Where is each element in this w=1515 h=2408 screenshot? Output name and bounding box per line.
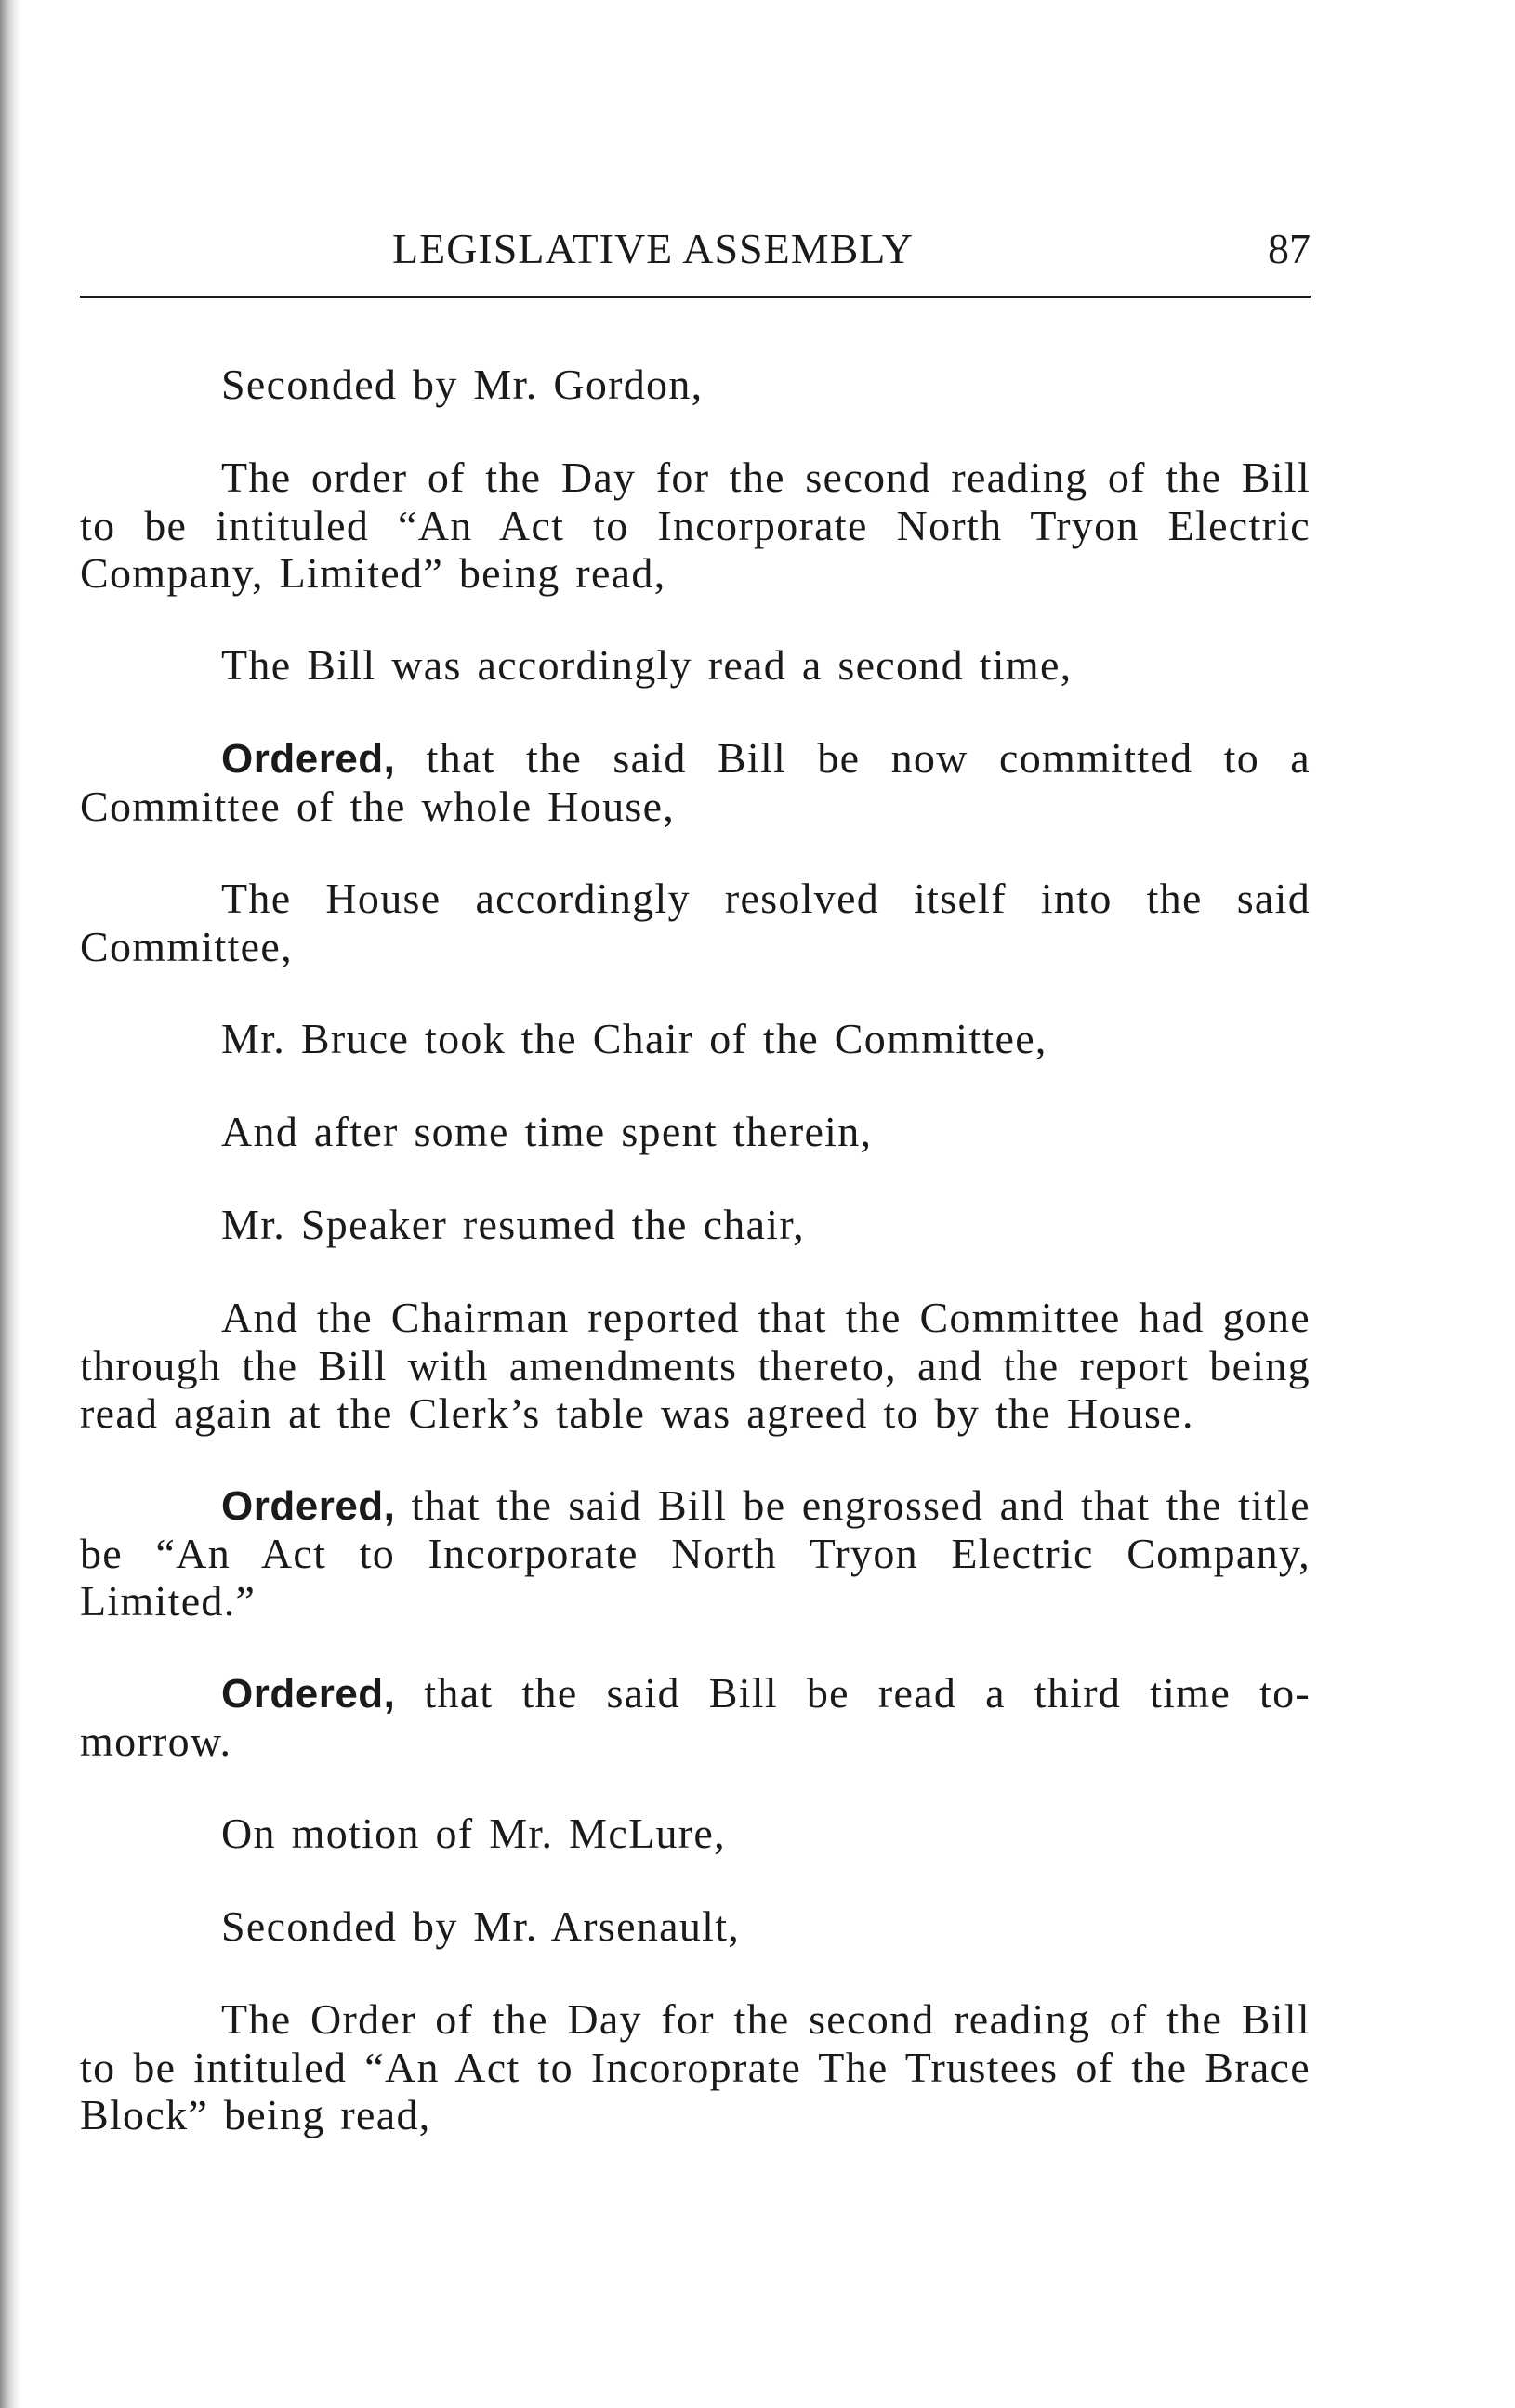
running-header [80, 221, 1311, 286]
header-title: LEGISLATIVE ASSEMBLY [392, 225, 915, 272]
paragraph-ordered-committed: Ordered, that the said Bill be now committed to a Committee of the whole House, [80, 734, 1311, 830]
paragraph-chairman-reported: And the Chairman reported that the Committee had gone through the Bill with amendments thereto, and the report being read again at the Clerk’s table was agreed to by the House. [80, 1294, 1311, 1437]
paragraph-speaker-resumed: Mr. Speaker resumed the chair, [221, 1201, 805, 1248]
paragraph-order-of-day-brace: The Order of the Day for the second reading of the Bill to be intituled “An Act to Incoroprate The Trustees of the Brace Block” being read, [80, 1995, 1311, 2138]
paragraph-ordered-engrossed: Ordered, that the said Bill be engrossed and that the title be “An Act to Incorporate North Tryon Electric Company, Limited.” [80, 1481, 1311, 1625]
ordered-label: Ordered, [221, 736, 396, 782]
paragraph-house-resolved: The House accordingly resolved itself into the said Committee, [80, 875, 1311, 970]
paragraph-motion-mclure: On motion of Mr. McLure, [221, 1809, 726, 1857]
paragraph-seconded-gordon: Seconded by Mr. Gordon, [221, 361, 704, 408]
ordered-label: Ordered, [221, 1483, 396, 1529]
paragraph-second-time: The Bill was accordingly read a second time, [221, 641, 1073, 689]
paragraph-time-spent: And after some time spent therein, [221, 1108, 873, 1155]
paragraph-bruce-chair: Mr. Bruce took the Chair of the Committee, [221, 1015, 1047, 1062]
header-rule [80, 296, 1311, 298]
page-number: 87 [1268, 225, 1311, 272]
ordered-label: Ordered, [221, 1671, 396, 1717]
page-edge-shadow [0, 0, 20, 2408]
body-text [80, 361, 1311, 2183]
paragraph-ordered-third-time: Ordered, that the said Bill be read a third time to-morrow. [80, 1669, 1311, 1765]
paragraph-order-of-day-tryon: The order of the Day for the second reading of the Bill to be intituled “An Act to Incorporate North Tryon Electric Company, Limited” being read, [80, 454, 1311, 597]
paragraph-seconded-arsenault: Seconded by Mr. Arsenault, [221, 1902, 741, 1950]
